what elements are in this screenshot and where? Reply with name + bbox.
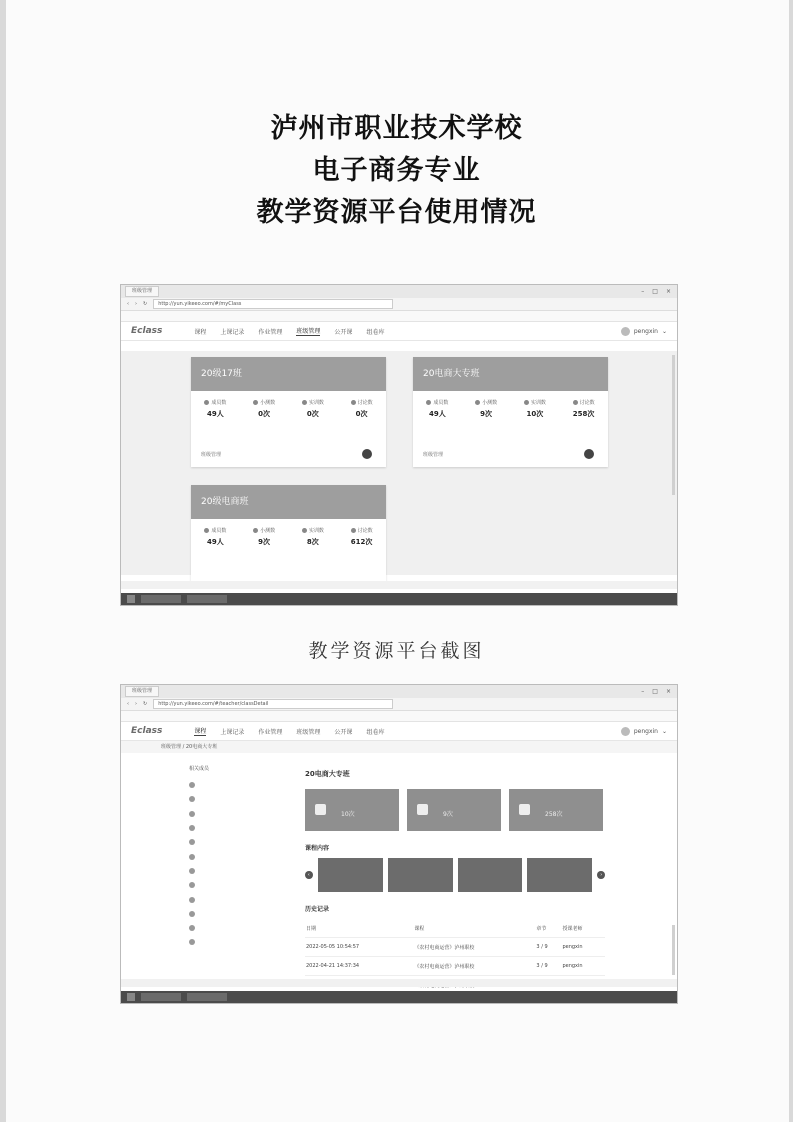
- discussion-icon: [573, 400, 578, 405]
- quiz-icon: [475, 400, 480, 405]
- table-row[interactable]: 2022-05-05 10:54:57 《农村电商运营》泸州职校 3 / 9 pengxin: [305, 938, 605, 957]
- member-item[interactable]: [189, 907, 289, 921]
- member-item[interactable]: [189, 935, 289, 949]
- card-footer: [423, 449, 594, 459]
- stat-quizzes: 小测数 9次: [253, 527, 275, 547]
- class-name: 20级电商班: [191, 485, 386, 519]
- class-management-link[interactable]: 班级管理: [201, 451, 222, 458]
- nav-homework[interactable]: 作业管理: [258, 328, 283, 336]
- back-icon[interactable]: ‹: [127, 701, 129, 707]
- stat-discussions: 讨论数 258次: [572, 400, 595, 418]
- nav-open-class[interactable]: 公开课: [334, 328, 353, 336]
- course-card[interactable]: [388, 858, 453, 892]
- stat-members: 成员数 49人: [204, 527, 226, 547]
- screenshot-class-detail: [120, 684, 678, 1004]
- scrollbar[interactable]: [672, 925, 675, 975]
- col-chapter: 章节: [535, 919, 561, 938]
- member-item[interactable]: [189, 892, 289, 906]
- class-detail-main: [305, 769, 605, 995]
- section-history-title: 历史记录: [305, 906, 330, 913]
- maximize-icon[interactable]: □: [652, 688, 658, 695]
- member-avatar-icon: [189, 782, 195, 788]
- close-icon[interactable]: ×: [665, 688, 671, 695]
- start-icon[interactable]: [127, 595, 135, 603]
- member-avatar-icon: [189, 811, 195, 817]
- member-item[interactable]: [189, 864, 289, 878]
- discussion-icon: [351, 400, 356, 405]
- section-courses-title: 课程内容: [305, 845, 330, 852]
- course-card[interactable]: [527, 858, 592, 892]
- url-field[interactable]: http://yun.yikeeo.com/#/teacher/classDetail: [153, 699, 393, 709]
- taskbar-app[interactable]: [141, 993, 181, 1001]
- browser-status-bar: [121, 581, 677, 589]
- course-carousel: [305, 858, 605, 892]
- stat-quizzes: 小测数 0次: [253, 399, 275, 419]
- start-icon[interactable]: [127, 993, 135, 1001]
- stat-training: 实训数 0次: [302, 399, 324, 419]
- class-stats: [191, 519, 386, 547]
- address-bar: [121, 698, 677, 711]
- member-sidebar: [189, 765, 289, 950]
- avatar: [621, 327, 630, 336]
- taskbar-app[interactable]: [187, 595, 227, 603]
- address-bar: [121, 298, 677, 311]
- member-avatar-icon: [189, 925, 195, 931]
- member-item[interactable]: [189, 807, 289, 821]
- stat-tile-training[interactable]: 10次: [305, 789, 399, 831]
- course-card[interactable]: [318, 858, 383, 892]
- reload-icon[interactable]: ↻: [143, 701, 148, 707]
- quiz-icon: [253, 528, 258, 533]
- stat-quizzes: 小测数 9次: [475, 399, 497, 419]
- user-icon: [204, 400, 209, 405]
- chevron-down-icon: ⌄: [661, 327, 667, 335]
- member-avatar-icon: [189, 882, 195, 888]
- nav-class-management[interactable]: 班级管理: [296, 328, 321, 335]
- member-item[interactable]: [189, 835, 289, 849]
- training-icon: [302, 400, 307, 405]
- minimize-icon[interactable]: –: [641, 688, 645, 695]
- member-avatar-icon: [189, 939, 195, 945]
- member-avatar-icon: [189, 839, 195, 845]
- chevron-down-icon: ⌄: [661, 727, 667, 735]
- course-card[interactable]: [458, 858, 523, 892]
- browser-status-bar: [121, 979, 677, 987]
- sidebar-title: 相关成员: [189, 766, 210, 772]
- taskbar-app[interactable]: [187, 993, 227, 1001]
- table-row[interactable]: 2022-04-21 14:37:34 《农村电商运营》泸州职校 3 / 9 pengxin: [305, 957, 605, 976]
- reload-icon[interactable]: ↻: [143, 301, 148, 307]
- nav-records[interactable]: 上课记录: [220, 728, 245, 736]
- member-item[interactable]: [189, 878, 289, 892]
- history-header-row: [305, 919, 605, 938]
- avatar: [621, 727, 630, 736]
- class-card-area: [121, 351, 677, 575]
- stat-discussions: 讨论数 612次: [350, 528, 373, 546]
- member-avatar-icon: [189, 796, 195, 802]
- breadcrumb[interactable]: 班级管理 / 20电商大专班: [121, 741, 677, 753]
- title-line-school: 泸州市职业技术学校: [270, 113, 523, 144]
- url-field[interactable]: http://yun.yikeeo.com/#/myClass: [153, 299, 393, 309]
- eclass-logo[interactable]: Eclass: [131, 726, 163, 736]
- class-card[interactable]: [191, 357, 386, 467]
- site-nav: [121, 722, 677, 741]
- member-item[interactable]: [189, 921, 289, 935]
- user-icon: [426, 400, 431, 405]
- stat-members: 成员数 49人: [426, 399, 448, 419]
- class-card[interactable]: [191, 485, 386, 581]
- user-icon: [204, 528, 209, 533]
- training-icon: [315, 804, 326, 815]
- training-icon: [302, 528, 307, 533]
- title-line-topic: 教学资源平台使用情况: [256, 197, 537, 228]
- card-footer: [201, 449, 372, 459]
- col-teacher: 授课老师: [561, 919, 605, 938]
- window-controls: [641, 288, 677, 295]
- quiz-icon: [417, 804, 428, 815]
- site-nav: [121, 322, 677, 341]
- carousel-next-icon[interactable]: ›: [597, 871, 605, 879]
- eclass-logo[interactable]: Eclass: [131, 326, 163, 336]
- discussion-icon: [351, 528, 356, 533]
- title-line-major: 电子商务专业: [312, 155, 481, 186]
- member-item[interactable]: [189, 821, 289, 835]
- windows-taskbar: [121, 593, 677, 605]
- class-management-link[interactable]: 班级管理: [423, 451, 444, 458]
- member-avatar-icon: [189, 825, 195, 831]
- nav-class-management[interactable]: 班级管理: [296, 728, 321, 736]
- stat-discussions: 讨论数 0次: [351, 399, 373, 419]
- stat-tile-discussion[interactable]: 258次: [509, 789, 603, 831]
- user-name: pengxin: [633, 727, 658, 735]
- member-list: [189, 778, 289, 950]
- nav-records[interactable]: 上课记录: [220, 328, 245, 336]
- class-card[interactable]: [413, 357, 608, 467]
- nav-course[interactable]: 课程: [194, 328, 207, 336]
- stat-tile-quiz[interactable]: 9次: [407, 789, 501, 831]
- screenshot-class-list: [120, 284, 678, 606]
- browser-tab-bar: [121, 685, 677, 698]
- carousel-prev-icon[interactable]: ‹: [305, 871, 313, 879]
- user-menu[interactable]: [621, 727, 667, 736]
- windows-taskbar: [121, 991, 677, 1003]
- document-title: [0, 108, 793, 234]
- member-item[interactable]: [189, 778, 289, 792]
- nav-question-bank[interactable]: 组卷库: [366, 328, 385, 336]
- bookmarks-bar: [121, 711, 677, 722]
- member-avatar-icon: [189, 897, 195, 903]
- member-avatar-icon: [189, 868, 195, 874]
- member-avatar-icon: [189, 854, 195, 860]
- figure-caption: 教学资源平台截图: [308, 640, 485, 662]
- stat-members: 成员数 49人: [204, 399, 226, 419]
- stat-tiles: [305, 789, 605, 831]
- minimize-icon[interactable]: –: [641, 288, 645, 295]
- browser-tab[interactable]: 班级管理: [125, 286, 159, 297]
- col-date: 日期: [305, 919, 413, 938]
- class-name: 20级17班: [191, 357, 386, 391]
- discussion-icon: [519, 804, 530, 815]
- browser-tab[interactable]: 班级管理: [125, 686, 159, 697]
- class-title: 20电商大专班: [305, 770, 350, 778]
- back-icon[interactable]: ‹: [127, 301, 129, 307]
- nav-course[interactable]: 课程: [194, 728, 207, 735]
- class-stats: [191, 391, 386, 419]
- window-controls: [641, 688, 677, 695]
- more-icon[interactable]: [362, 449, 372, 459]
- member-avatar-icon: [189, 911, 195, 917]
- taskbar-app[interactable]: [141, 595, 181, 603]
- nav-open-class[interactable]: 公开课: [334, 728, 353, 736]
- nav-homework[interactable]: 作业管理: [258, 728, 283, 736]
- forward-icon[interactable]: ›: [135, 301, 137, 307]
- col-course: 课程: [413, 919, 535, 938]
- quiz-icon: [253, 400, 258, 405]
- user-name: pengxin: [633, 327, 658, 335]
- stat-training: 实训数 8次: [302, 527, 324, 547]
- bookmarks-bar: [121, 311, 677, 322]
- browser-tab-bar: [121, 285, 677, 298]
- stat-training: 实训数 10次: [524, 399, 546, 419]
- member-item[interactable]: [189, 792, 289, 806]
- training-icon: [524, 400, 529, 405]
- class-stats: [413, 391, 608, 419]
- class-name: 20电商大专班: [413, 357, 608, 391]
- close-icon[interactable]: ×: [665, 288, 671, 295]
- member-item[interactable]: [189, 849, 289, 863]
- scrollbar[interactable]: [672, 355, 675, 495]
- user-menu[interactable]: [621, 327, 667, 336]
- forward-icon[interactable]: ›: [135, 701, 137, 707]
- nav-question-bank[interactable]: 组卷库: [366, 728, 385, 736]
- maximize-icon[interactable]: □: [652, 288, 658, 295]
- more-icon[interactable]: [584, 449, 594, 459]
